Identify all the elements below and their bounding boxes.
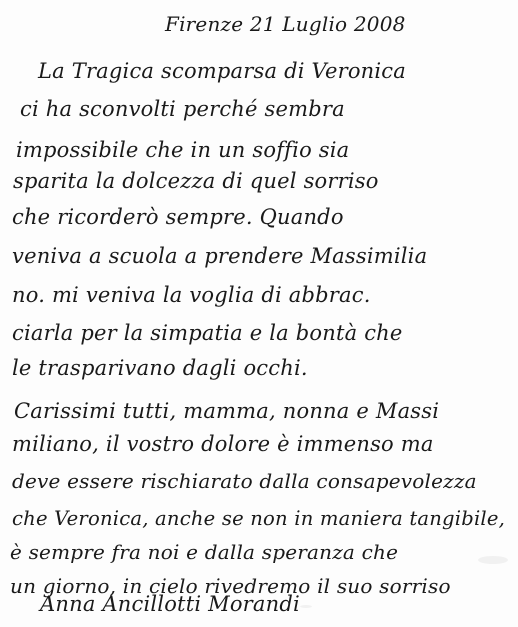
letter-line: miliano, il vostro dolore è immenso ma: [12, 432, 434, 456]
letter-line: impossibile che in un soffio sia: [16, 138, 350, 162]
paper-smudge: [300, 605, 312, 608]
paper-smudge: [478, 556, 508, 564]
letter-line: veniva a scuola a prendere Massimilia: [12, 244, 428, 268]
letter-line: le trasparivano dagli occhi.: [12, 356, 308, 380]
letter-line: ci ha sconvolti perché sembra: [20, 97, 345, 121]
letter-line: deve essere rischiarato dalla consapevolezza: [12, 469, 477, 493]
letter-line: Carissimi tutti, mamma, nonna e Massi: [14, 399, 440, 423]
letter-line: no. mi veniva la voglia di abbrac.: [12, 283, 371, 307]
letter-line: è sempre fra noi e dalla speranza che: [10, 540, 399, 564]
letter-line: che ricorderò sempre. Quando: [12, 205, 344, 229]
letter-line: che Veronica, anche se non in maniera tangibile,: [12, 506, 506, 530]
letter-line: un giorno, in cielo rivedremo il suo sorriso: [10, 574, 451, 598]
letter-line: ciarla per la simpatia e la bontà che: [12, 321, 403, 345]
letter-line: sparita la dolcezza di quel sorriso: [13, 169, 379, 193]
letter-signature: Anna Ancillotti Morandi: [40, 592, 300, 616]
letter-line: La Tragica scomparsa di Veronica: [38, 59, 406, 83]
letter-date: Firenze 21 Luglio 2008: [165, 12, 406, 36]
